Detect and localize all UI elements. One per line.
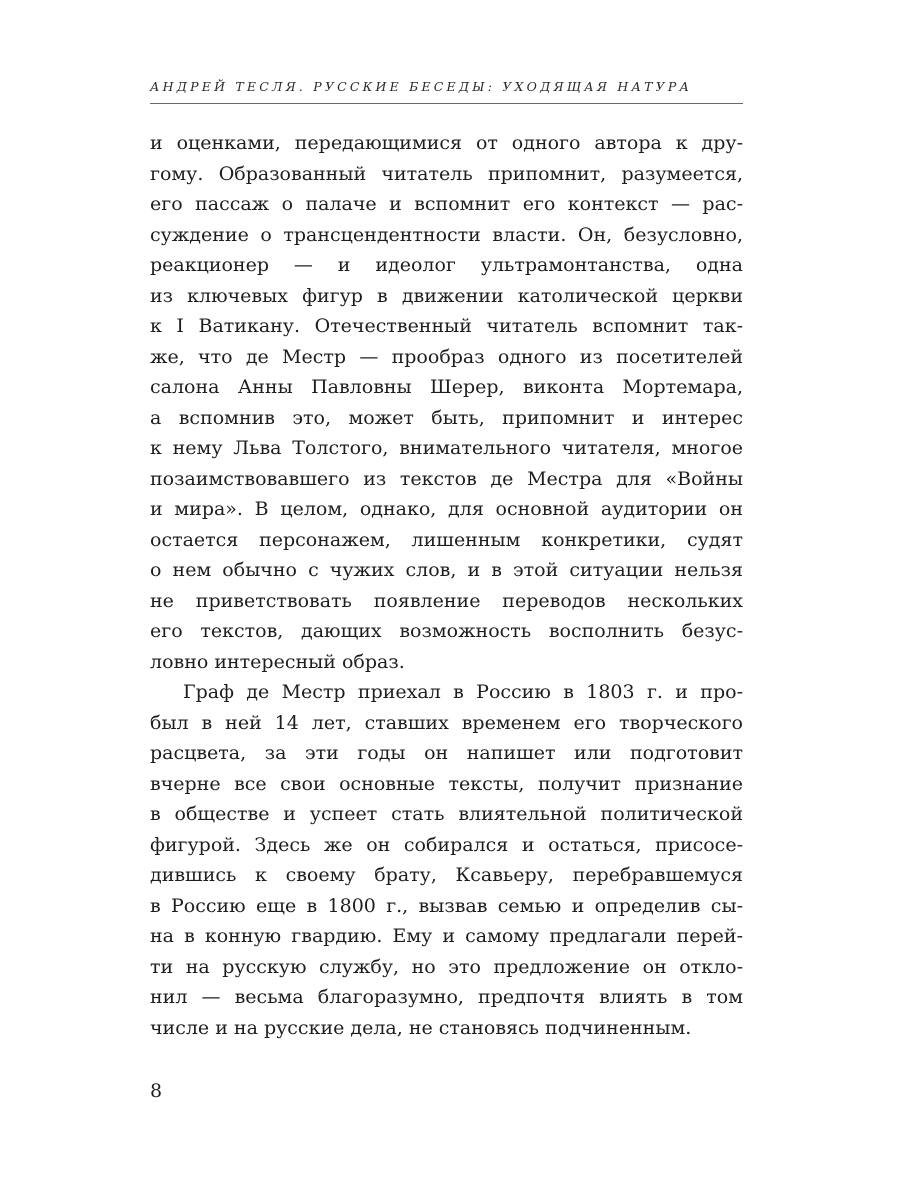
text-line: его текстов, дающих возможность восполнить безус-: [150, 620, 743, 642]
text-line: к нему Льва Толстого, внимательного читателя, многое: [150, 437, 743, 459]
paragraph-2: [150, 677, 743, 1043]
header-rule: [150, 103, 743, 104]
text-line: из ключевых фигур в движении католической церкви: [150, 284, 743, 307]
text-line: остается персонажем, лишенным конкретики, судят: [150, 528, 743, 551]
text-line: числе и на русские дела, не становясь подчиненным.: [150, 1016, 692, 1039]
text-line: его пассаж о палаче и вспомнит его контекст — рас-: [150, 193, 743, 215]
text-line: фигурой. Здесь же он собирался и остаться, присосе-: [150, 833, 743, 856]
text-line: позаимствовавшего из текстов де Местра для «Войны: [150, 467, 743, 490]
text-line: на в конную гвардию. Ему и самому предлагали перей-: [150, 925, 743, 947]
text-line: к I Ватикану. Отечественный читатель вспомнит так-: [150, 315, 743, 337]
text-line: а вспомнив это, может быть, припомнит и интерес: [150, 406, 743, 429]
text-line: не приветствовать появление переводов нескольких: [150, 589, 743, 612]
text-line: вчерне все свои основные тексты, получит признание: [150, 772, 743, 795]
text-line: и мира». В целом, однако, для основной аудитории он: [150, 498, 743, 520]
running-head: АНДРЕЙ ТЕСЛЯ. РУССКИЕ БЕСЕДЫ: УХОДЯЩАЯ НАТУРА: [150, 79, 693, 94]
text-line: и оценками, передающимися от одного автора к дру-: [150, 132, 743, 154]
text-line: суждение о трансцендентности власти. Он, безусловно,: [150, 223, 743, 246]
text-line: в Россию еще в 1800 г., вызвав семью и определив сы-: [150, 894, 743, 917]
text-line: гому. Образованный читатель припомнит, разумеется,: [150, 162, 743, 185]
text-line: расцвета, за эти годы он напишет или подготовит: [150, 742, 743, 764]
text-line: Граф де Местр приехал в Россию в 1803 г. и про-: [183, 681, 743, 703]
text-line: салона Анны Павловны Шерер, виконта Мортемара,: [150, 376, 743, 398]
text-line: ти на русскую службу, но это предложение он откло-: [150, 955, 743, 978]
text-line: дившись к своему брату, Ксавьеру, перебравшемуся: [150, 864, 743, 886]
text-line: в обществе и успеет стать влиятельной политической: [150, 803, 743, 825]
text-line: был в ней 14 лет, ставших временем его творческого: [150, 711, 743, 734]
text-line: реакционер — и идеолог ультрамонтанства, одна: [150, 254, 743, 276]
text-line: ловно интересный образ.: [150, 650, 405, 673]
text-line: же, что де Местр — прообраз одного из посетителей: [150, 345, 743, 368]
text-line: нил — весьма благоразумно, предпочтя влиять в том: [150, 986, 743, 1008]
page-number: 8: [150, 1080, 163, 1102]
text-line: о нем обычно с чужих слов, и в этой ситуации нельзя: [150, 559, 743, 581]
paragraph-1: [150, 128, 743, 677]
main-text: [150, 128, 743, 1043]
